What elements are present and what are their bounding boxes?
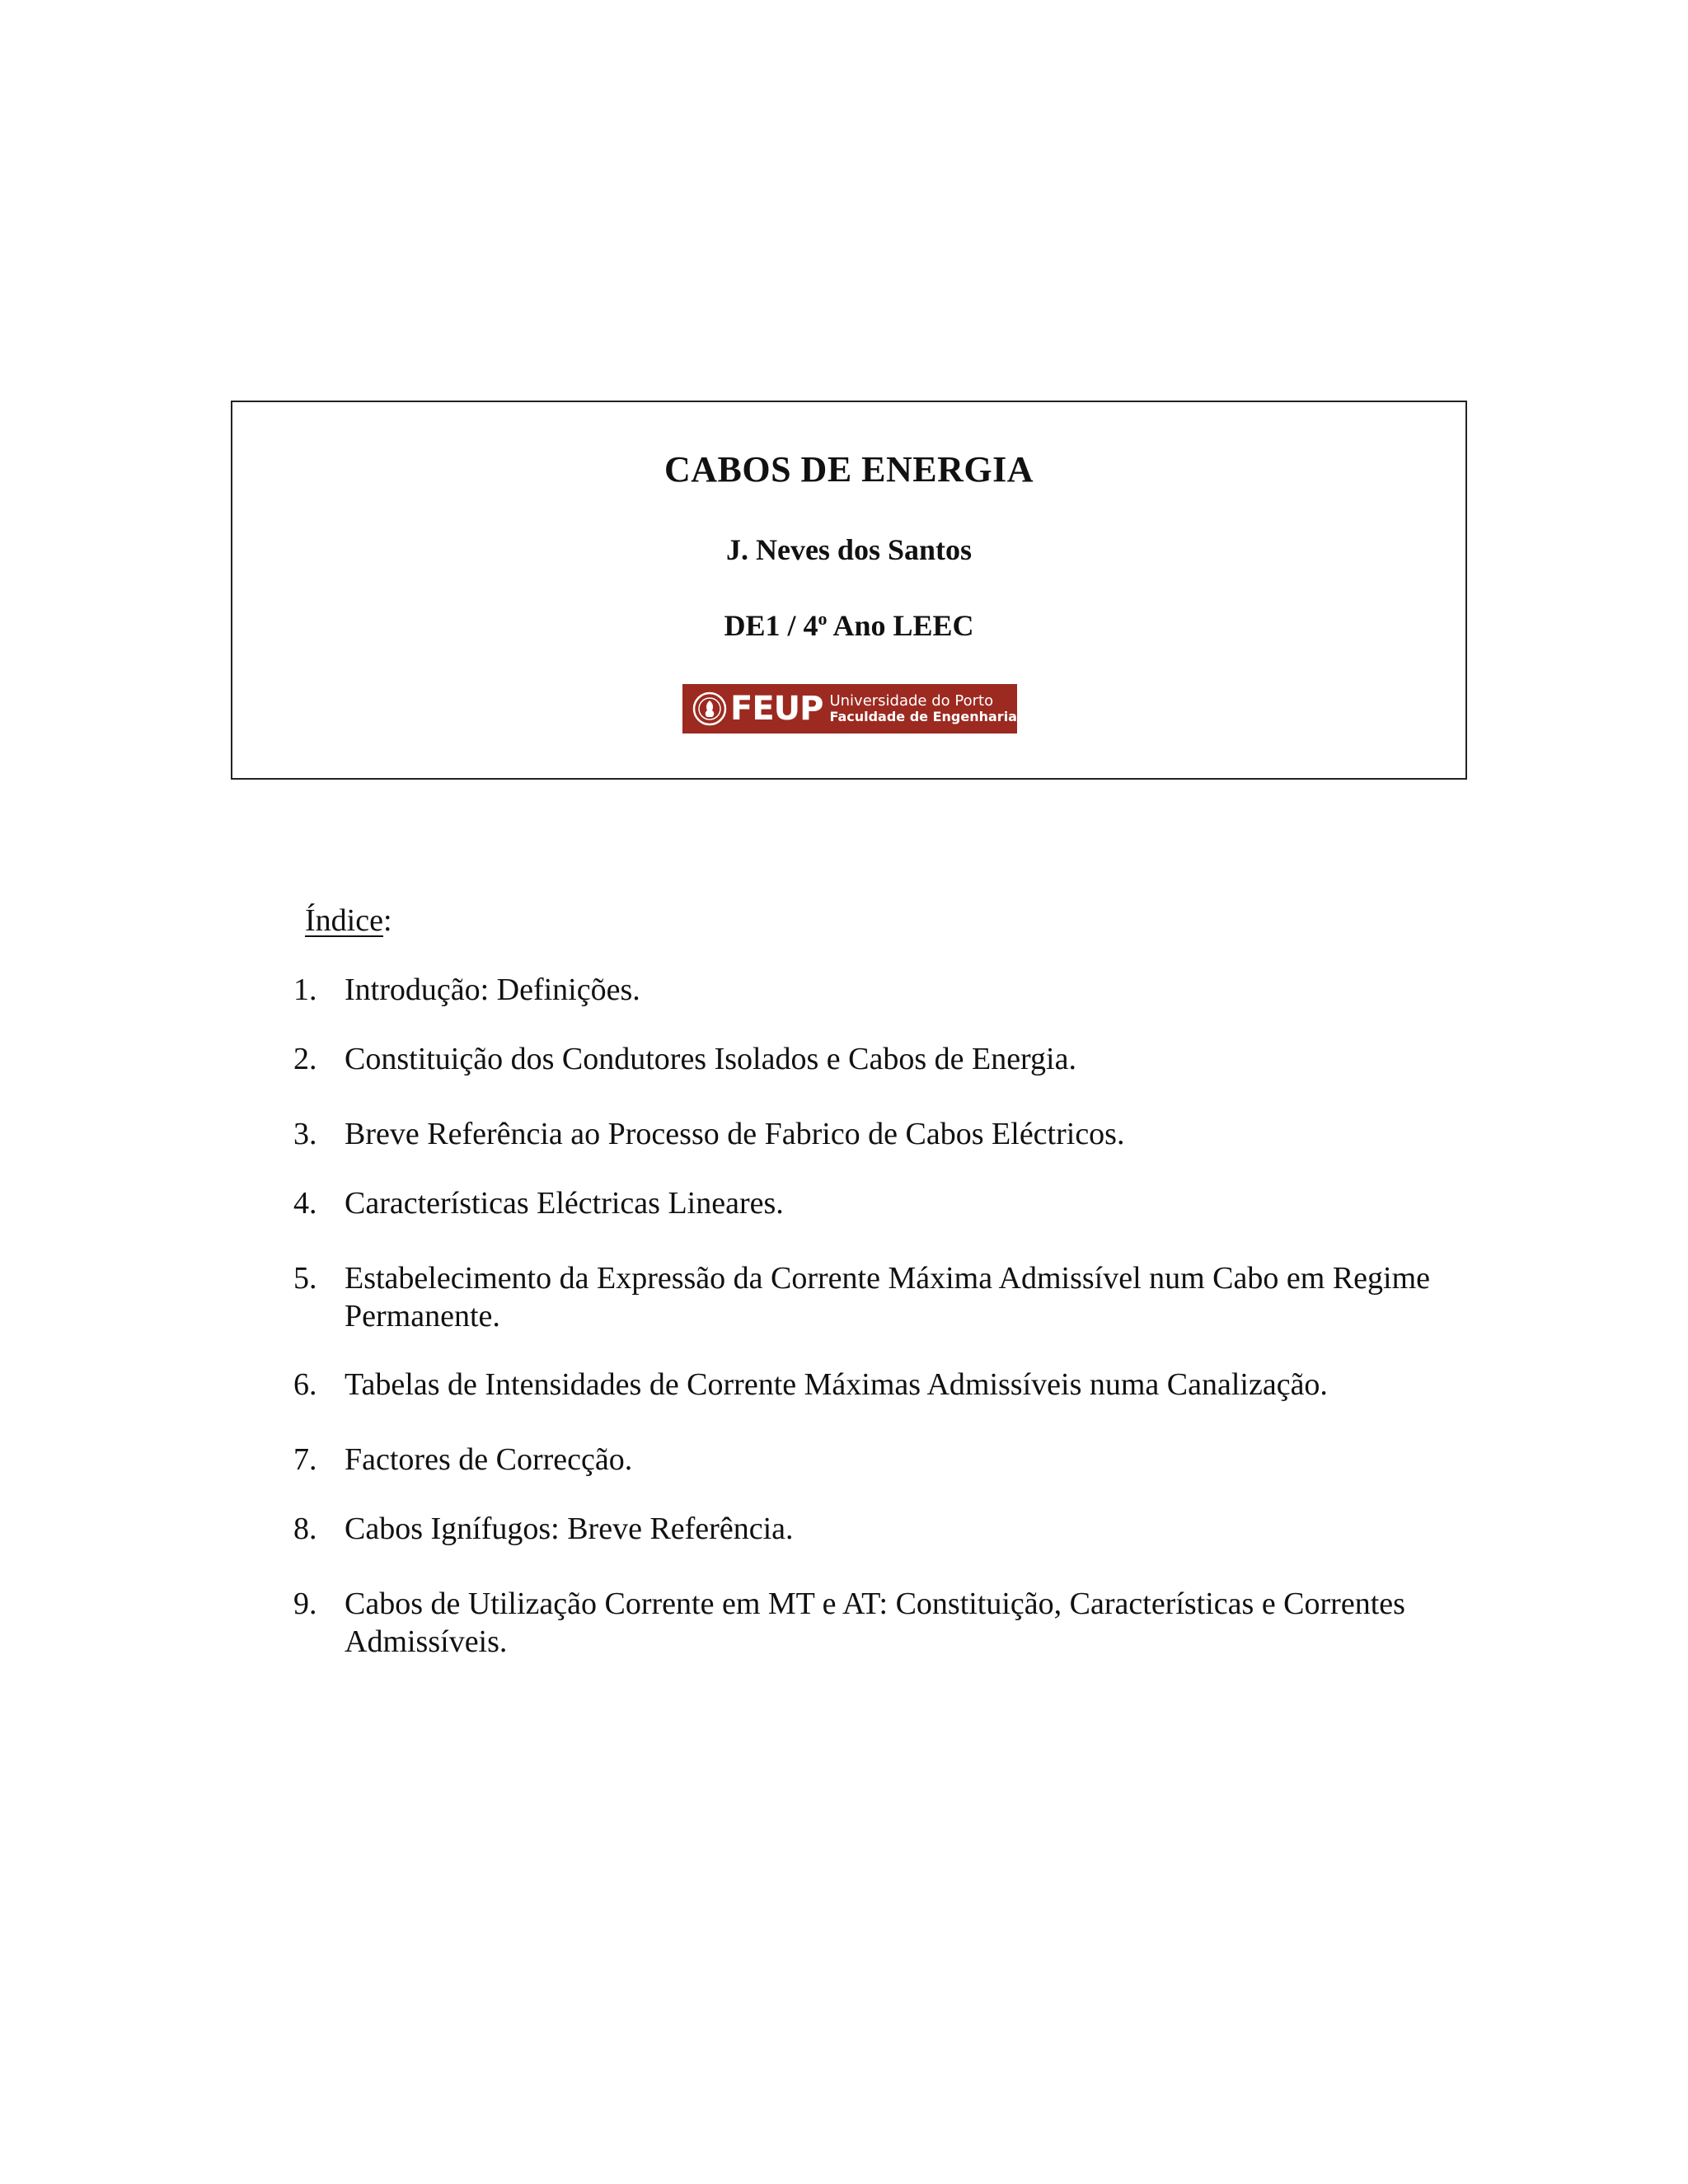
toc-number: 3. [293, 1117, 317, 1151]
document-title: CABOS DE ENERGIA [663, 449, 1034, 490]
toc-text: Características Eléctricas Lineares. [345, 1186, 784, 1221]
toc-item-5 [293, 1259, 1497, 1335]
toc-item-3 [293, 1115, 1497, 1153]
toc-number: 9. [293, 1586, 317, 1621]
toc-number: 2. [293, 1042, 317, 1076]
index-heading-colon: : [382, 903, 392, 938]
title-box [231, 401, 1467, 780]
toc-number: 5. [293, 1261, 317, 1296]
toc-item-2 [293, 1040, 1497, 1078]
toc-number: 6. [293, 1367, 317, 1402]
toc-text: Factores de Correcção. [345, 1442, 633, 1477]
course-ordinal: o [818, 608, 828, 629]
university-seal-icon [692, 691, 727, 726]
toc-number: 8. [293, 1511, 317, 1546]
course-suffix: Ano LEEC [827, 609, 974, 642]
toc-number: 7. [293, 1442, 317, 1477]
index-heading [305, 902, 392, 939]
toc-item-7 [293, 1441, 1497, 1479]
course-label [232, 608, 1465, 643]
toc-text: Cabos Ignífugos: Breve Referência. [345, 1511, 794, 1546]
toc-text: Tabelas de Intensidades de Corrente Máximas Admissíveis numa Canalização. [345, 1367, 1328, 1402]
toc-item-9 [293, 1585, 1497, 1661]
toc-item-4 [293, 1184, 1497, 1222]
logo-text [829, 693, 1017, 724]
logo-university: Universidade do Porto [829, 692, 994, 710]
toc-text: Breve Referência ao Processo de Fabrico de Cabos Eléctricos. [345, 1117, 1125, 1151]
toc-text: Cabos de Utilização Corrente em MT e AT: Constituição, Características e Correntes Admissíveis. [345, 1586, 1405, 1659]
toc-text: Estabelecimento da Expressão da Corrente Máxima Admissível num Cabo em Regime Permanente. [345, 1261, 1431, 1333]
toc-item-1 [293, 971, 1497, 1009]
logo-acronym: FEUP [730, 690, 823, 728]
toc-number: 4. [293, 1186, 317, 1221]
index-heading-label: Índice [305, 903, 383, 938]
toc-item-8 [293, 1510, 1497, 1548]
document-author: J. Neves dos Santos [725, 533, 973, 566]
feup-logo [682, 684, 1017, 733]
toc-text: Constituição dos Condutores Isolados e Cabos de Energia. [345, 1042, 1076, 1076]
toc-number: 1. [293, 972, 317, 1007]
logo-faculty: Faculdade de Engenharia [829, 709, 1017, 725]
toc-text: Introdução: Definições. [345, 972, 640, 1007]
course-prefix: DE1 / 4 [724, 609, 818, 642]
toc-item-6 [293, 1366, 1497, 1404]
